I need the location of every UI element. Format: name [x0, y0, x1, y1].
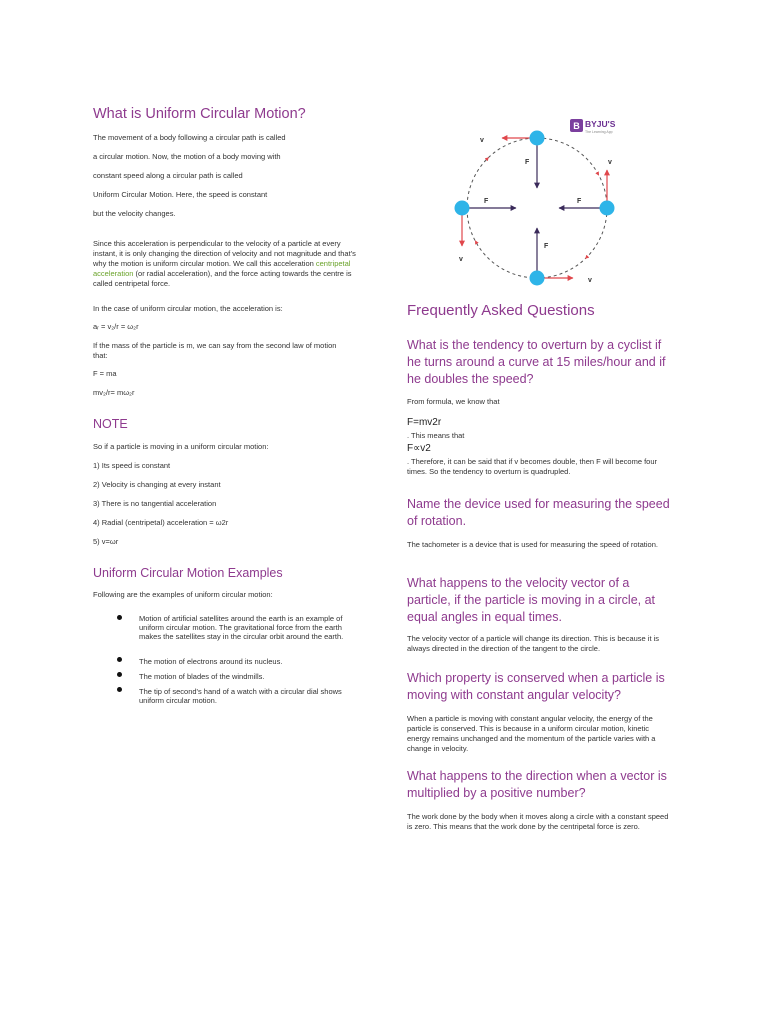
note-item: 3) There is no tangential acceleration: [93, 499, 217, 508]
note-item: 2) Velocity is changing at every instant: [93, 480, 221, 489]
label-f: F: [577, 198, 582, 205]
accel-formula: aᵣ = v₂/r = ω₂r: [93, 322, 139, 331]
faq-answer-1-means: . This means that: [407, 431, 465, 440]
bullet-icon: [117, 657, 122, 662]
faq-question-4: Which property is conserved when a particle is moving with constant angular velocity?: [407, 671, 665, 702]
note-item: 5) v=ωr: [93, 537, 119, 546]
paragraph-text-end: (or radial acceleration), and the force acting towards the centre is called centripetal force.: [93, 269, 352, 288]
examples-intro: Following are the examples of uniform circular motion:: [93, 590, 273, 599]
bullet-icon: [117, 687, 122, 692]
example-item: The motion of electrons around its nucleus.: [139, 657, 283, 666]
note-intro: So if a particle is moving in a uniform circular motion:: [93, 442, 269, 451]
label-f: F: [525, 159, 530, 166]
note-heading: NOTE: [93, 417, 128, 431]
faq-question-1: What is the tendency to overturn by a cyclist if he turns around a curve at 15 miles/hour and if he doubles the speed?: [407, 338, 666, 386]
particle-right: [600, 201, 615, 216]
label-f: F: [544, 243, 549, 250]
faq-answer-2: The tachometer is a device that is used for measuring the speed of rotation.: [407, 540, 658, 549]
example-item: The motion of blades of the windmills.: [139, 672, 265, 681]
particle-left: [455, 201, 470, 216]
faq-question-5: What happens to the direction when a vector is multiplied by a positive number?: [407, 769, 667, 800]
faq-answer-4: When a particle is moving with constant angular velocity, the energy of the particle is conserved. This is because in a uniform circular motion, kinetic energy remains unchanged and the momentum of the particle varies with a change in velocity.: [407, 714, 656, 753]
mass-text: If the mass of the particle is m, we can say from the second law of motion that:: [93, 341, 337, 360]
particle-bottom: [530, 271, 545, 286]
example-item: Motion of artificial satellites around the earth is an example of uniform circular motion. The gravitational force from the earth makes the satellites stay in the circular orbit around the earth.: [139, 614, 344, 641]
faq-title: Frequently Asked Questions: [407, 302, 595, 319]
centripetal-acceleration-link[interactable]: centripetal acceleration: [93, 259, 351, 278]
bullet-icon: [117, 672, 122, 677]
intro-line-3: constant speed along a circular path is called: [93, 171, 243, 180]
formula-f-prop-v2: F∝v2: [407, 443, 431, 454]
acceleration-paragraph: [93, 239, 363, 289]
page-title: What is Uniform Circular Motion?: [93, 106, 306, 122]
intro-line-4: Uniform Circular Motion. Here, the speed is constant: [93, 190, 268, 199]
faq-answer-5: The work done by the body when it moves along a circle with a constant speed is zero. This means that the work done by the centripetal force is zero.: [407, 812, 669, 831]
label-v: v: [480, 137, 484, 144]
note-item: 1) Its speed is constant: [93, 461, 171, 470]
particle-top: [530, 131, 545, 146]
logo-subtext: The Learning App: [585, 130, 613, 134]
examples-heading: Uniform Circular Motion Examples: [93, 566, 283, 580]
svg-text:B: B: [573, 121, 580, 131]
intro-line-5: but the velocity changes.: [93, 209, 176, 218]
intro-line-2: a circular motion. Now, the motion of a body moving with: [93, 152, 281, 161]
accel-intro: In the case of uniform circular motion, the acceleration is:: [93, 304, 283, 313]
faq-question-3: What happens to the velocity vector of a particle, if the particle is moving in a circle, at equal angles in equal times.: [407, 576, 656, 624]
example-item: The tip of second's hand of a watch with a circular dial shows uniform circular motion.: [139, 687, 342, 705]
label-f: F: [484, 198, 489, 205]
intro-line-1: The movement of a body following a circular path is called: [93, 133, 286, 142]
bullet-icon: [117, 615, 122, 620]
faq-question-2: Name the device used for measuring the speed of rotation.: [407, 497, 670, 528]
note-item: 4) Radial (centripetal) acceleration = ω2r: [93, 518, 229, 527]
faq-answer-1-intro: From formula, we know that: [407, 397, 500, 406]
label-v: v: [588, 277, 592, 284]
faq-answer-3: The velocity vector of a particle will change its direction. This is because it is always directed in the direction of the tangent to the circle.: [407, 634, 660, 653]
formula-f-mv2r: F=mv2r: [407, 417, 442, 428]
logo-text: BYJU'S: [585, 119, 616, 129]
paragraph-text: Since this acceleration is perpendicular to the velocity of a particle at every instant, it is only changing the direction of velocity and not magnitude and that's why the motion is uniform circular motion. We call this acceleration: [93, 239, 356, 268]
force-formula-2: mv₂/r= mω₂r: [93, 388, 135, 397]
circular-motion-diagram: [440, 118, 630, 293]
faq-answer-1-conclusion: . Therefore, it can be said that if v becomes double, then F will become four times. So the tendency to overturn is quadrupled.: [407, 457, 657, 476]
label-v: v: [608, 159, 612, 166]
label-v: v: [459, 256, 463, 263]
force-formula: F = ma: [93, 369, 117, 378]
